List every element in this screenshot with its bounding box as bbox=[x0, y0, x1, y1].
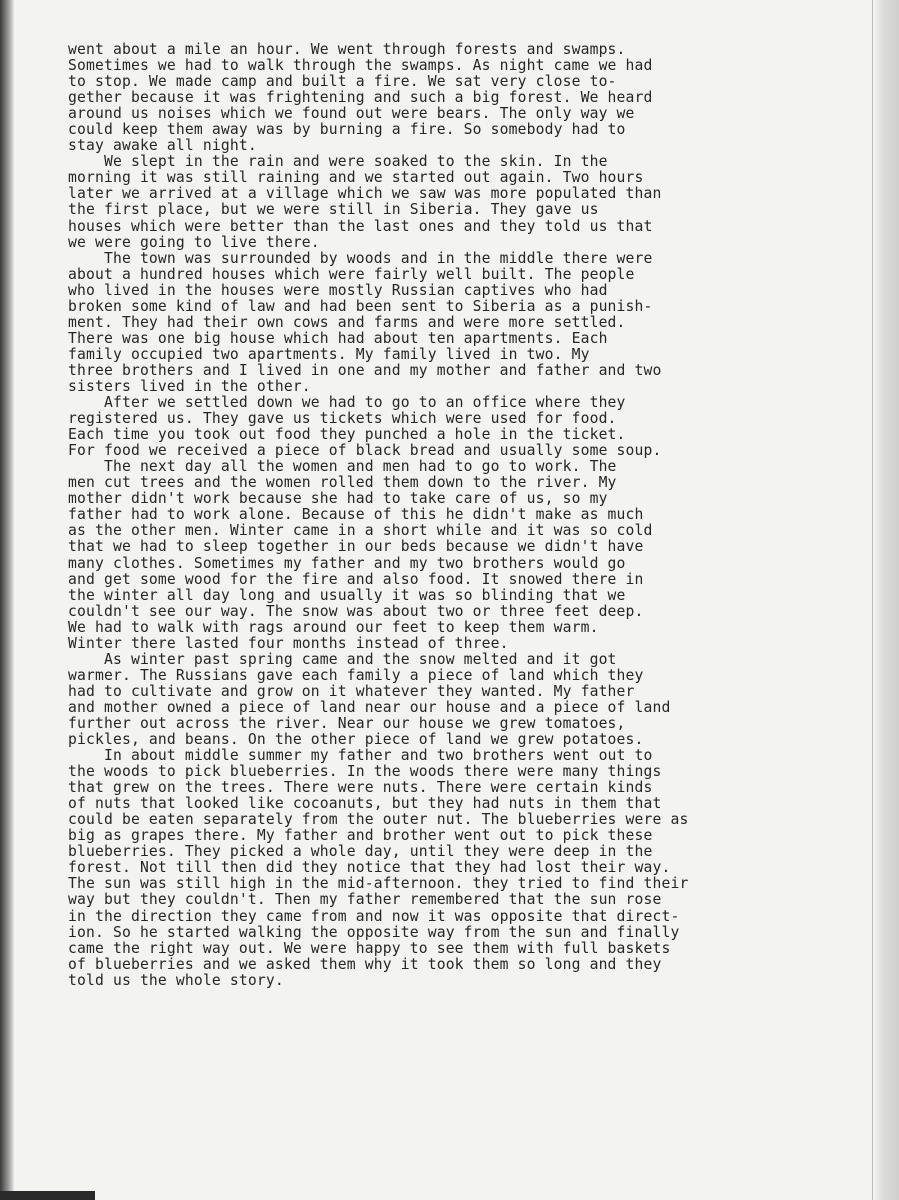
text-line: broken some kind of law and had been sent to Siberia as a punish- bbox=[68, 297, 653, 315]
text-line: could keep them away was by burning a fire. So somebody had to bbox=[68, 121, 626, 139]
text-line: about a hundred houses which were fairly well built. The people bbox=[68, 265, 635, 283]
text-line: as the other men. Winter came in a short while and it was so cold bbox=[68, 522, 653, 540]
text-line: registered us. They gave us tickets which were used for food. bbox=[68, 410, 617, 428]
text-line: and mother owned a piece of land near our house and a piece of land bbox=[68, 698, 671, 716]
text-line: many clothes. Sometimes my father and my two brothers would go bbox=[68, 554, 626, 572]
text-line: in the direction they came from and now it was opposite that direct- bbox=[68, 907, 680, 925]
text-line: morning it was still raining and we started out again. Two hours bbox=[68, 169, 644, 187]
page-right-margin bbox=[872, 0, 899, 1200]
text-line: As winter past spring came and the snow melted and it got bbox=[68, 650, 617, 668]
text-line: The sun was still high in the mid-afternoon. they tried to find their bbox=[68, 875, 689, 893]
text-line: couldn't see our way. The snow was about two or three feet deep. bbox=[68, 602, 644, 620]
text-line: family occupied two apartments. My family lived in two. My bbox=[68, 345, 590, 363]
text-line: Each time you took out food they punched a hole in the ticket. bbox=[68, 426, 626, 444]
text-line: Sometimes we had to walk through the swamps. As night came we had bbox=[68, 57, 653, 75]
text-line: For food we received a piece of black bread and usually some soup. bbox=[68, 442, 662, 460]
text-line: that we had to sleep together in our beds because we didn't have bbox=[68, 538, 644, 556]
text-line: blueberries. They picked a whole day, until they were deep in the bbox=[68, 843, 653, 861]
text-line: could be eaten separately from the outer nut. The blueberries were as bbox=[68, 811, 689, 829]
text-line: of nuts that looked like cocoanuts, but they had nuts in them that bbox=[68, 795, 662, 813]
text-line: stay awake all night. bbox=[68, 137, 257, 155]
text-line: ment. They had their own cows and farms and were more settled. bbox=[68, 313, 626, 331]
text-line: warmer. The Russians gave each family a piece of land which they bbox=[68, 666, 644, 684]
text-line: Winter there lasted four months instead of three. bbox=[68, 634, 509, 652]
text-line: and get some wood for the fire and also food. It snowed there in bbox=[68, 570, 644, 588]
text-line: to stop. We made camp and built a fire. We sat very close to- bbox=[68, 73, 617, 91]
text-line: forest. Not till then did they notice that they had lost their way. bbox=[68, 859, 671, 877]
text-line: ion. So he started walking the opposite way from the sun and finally bbox=[68, 923, 680, 941]
text-line: We slept in the rain and were soaked to the skin. In the bbox=[68, 153, 608, 171]
text-line: We had to walk with rags around our feet to keep them warm. bbox=[68, 618, 599, 636]
text-line: we were going to live there. bbox=[68, 233, 320, 251]
text-line: There was one big house which had about ten apartments. Each bbox=[68, 329, 608, 347]
text-line: told us the whole story. bbox=[68, 971, 284, 989]
text-line: that grew on the trees. There were nuts. There were certain kinds bbox=[68, 779, 653, 797]
text-line: houses which were better than the last ones and they told us that bbox=[68, 217, 653, 235]
typewritten-text bbox=[68, 42, 828, 989]
text-line: mother didn't work because she had to take care of us, so my bbox=[68, 490, 608, 508]
text-line: further out across the river. Near our house we grew tomatoes, bbox=[68, 714, 626, 732]
text-line: had to cultivate and grow on it whatever they wanted. My father bbox=[68, 682, 635, 700]
text-line: After we settled down we had to go to an office where they bbox=[68, 394, 626, 412]
scan-bottom-bar bbox=[0, 1191, 95, 1200]
text-line: The next day all the women and men had to go to work. The bbox=[68, 458, 617, 476]
text-line: around us noises which we found out were bears. The only way we bbox=[68, 105, 635, 123]
text-line: In about middle summer my father and two brothers went out to bbox=[68, 747, 653, 765]
text-line: the first place, but we were still in Siberia. They gave us bbox=[68, 201, 599, 219]
text-line: men cut trees and the women rolled them down to the river. My bbox=[68, 474, 617, 492]
text-line: father had to work alone. Because of this he didn't make as much bbox=[68, 506, 644, 524]
text-line: sisters lived in the other. bbox=[68, 377, 311, 395]
text-line: big as grapes there. My father and brother went out to pick these bbox=[68, 827, 653, 845]
text-line: three brothers and I lived in one and my mother and father and two bbox=[68, 361, 662, 379]
text-line: who lived in the houses were mostly Russian captives who had bbox=[68, 281, 608, 299]
text-line: way but they couldn't. Then my father remembered that the sun rose bbox=[68, 891, 662, 909]
text-line: came the right way out. We were happy to see them with full baskets bbox=[68, 939, 671, 957]
text-line: pickles, and beans. On the other piece of land we grew potatoes. bbox=[68, 731, 644, 749]
text-line: went about a mile an hour. We went through forests and swamps. bbox=[68, 41, 626, 58]
text-line: the winter all day long and usually it was so blinding that we bbox=[68, 586, 626, 604]
page-left-shadow bbox=[0, 0, 14, 1200]
text-line: the woods to pick blueberries. In the woods there were many things bbox=[68, 763, 662, 781]
text-line: gether because it was frightening and such a big forest. We heard bbox=[68, 89, 653, 107]
text-line: of blueberries and we asked them why it took them so long and they bbox=[68, 955, 662, 973]
text-line: The town was surrounded by woods and in the middle there were bbox=[68, 249, 653, 267]
text-line: later we arrived at a village which we saw was more populated than bbox=[68, 185, 662, 203]
